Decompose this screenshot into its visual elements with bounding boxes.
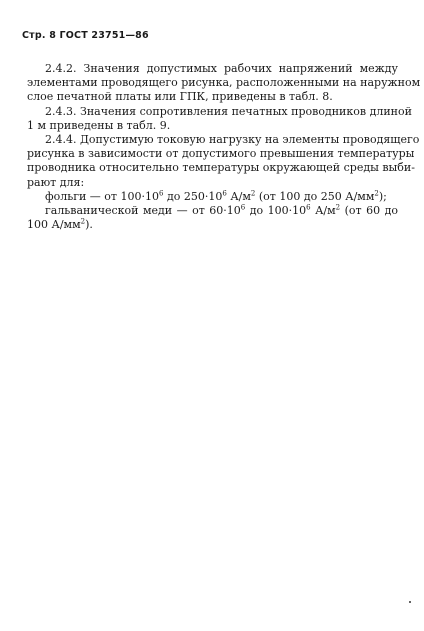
copper-exp-e: 2 — [80, 217, 86, 226]
foil-text-d: (от 100 до 250 А/мм — [255, 189, 375, 203]
foil-text-b: до 250·10 — [163, 189, 223, 203]
copper-exp-b: 6 — [306, 203, 311, 212]
foil-exp-c: 2 — [250, 189, 256, 198]
copper-line-1 — [27, 204, 398, 218]
foil-text-a: фольги — от 100·10 — [45, 189, 159, 203]
copper-text-d: (от 60 до — [340, 204, 398, 218]
copper-text-e: 100 А/мм — [27, 218, 81, 232]
copper-exp-c: 2 — [335, 203, 341, 212]
text-line: рают для: — [27, 175, 85, 189]
document-body — [27, 62, 421, 232]
stray-mark — [409, 601, 411, 603]
copper-exp-a: 6 — [240, 203, 246, 212]
foil-exp-d: 2 — [374, 189, 379, 198]
copper-text-c: А/м — [310, 204, 336, 218]
text-line: элементами проводящего рисунка, расположенными на наружном — [27, 76, 421, 90]
paragraph-2-4-2 — [27, 62, 421, 105]
list-item-copper — [27, 204, 398, 232]
text-line: слое печатной платы или ГПК, приведены в табл. 8. — [27, 90, 333, 104]
paragraph-2-4-3 — [27, 104, 412, 133]
copper-text-a: гальванической меди — от 60·10 — [45, 204, 241, 218]
text-line: 2.4.3. Значения сопротивления печатных проводников длиной — [45, 104, 412, 118]
foil-text-c: А/м — [226, 189, 251, 203]
copper-text-f: ). — [85, 218, 93, 232]
copper-line-2 — [27, 218, 398, 232]
foil-exp-b: 6 — [222, 189, 227, 198]
paragraph-2-4-4 — [27, 133, 420, 190]
list-item-foil — [27, 190, 398, 204]
copper-text-b: до 100·10 — [245, 204, 307, 218]
text-line: 2.4.2. Значения допустимых рабочих напряжений между — [45, 62, 398, 75]
page-header: Стр. 8 ГОСТ 23751—86 — [22, 30, 149, 41]
text-line: рисунка в зависимости от допустимого превышения температуры — [27, 147, 415, 161]
text-line: 2.4.4. Допустимую токовую нагрузку на элементы проводящего — [45, 133, 420, 147]
text-line: проводника относительно температуры окружающей среды выби- — [27, 161, 415, 175]
foil-exp-a: 6 — [159, 189, 164, 198]
text-line: 1 м приведены в табл. 9. — [27, 118, 171, 132]
foil-text-e: ); — [378, 189, 387, 203]
